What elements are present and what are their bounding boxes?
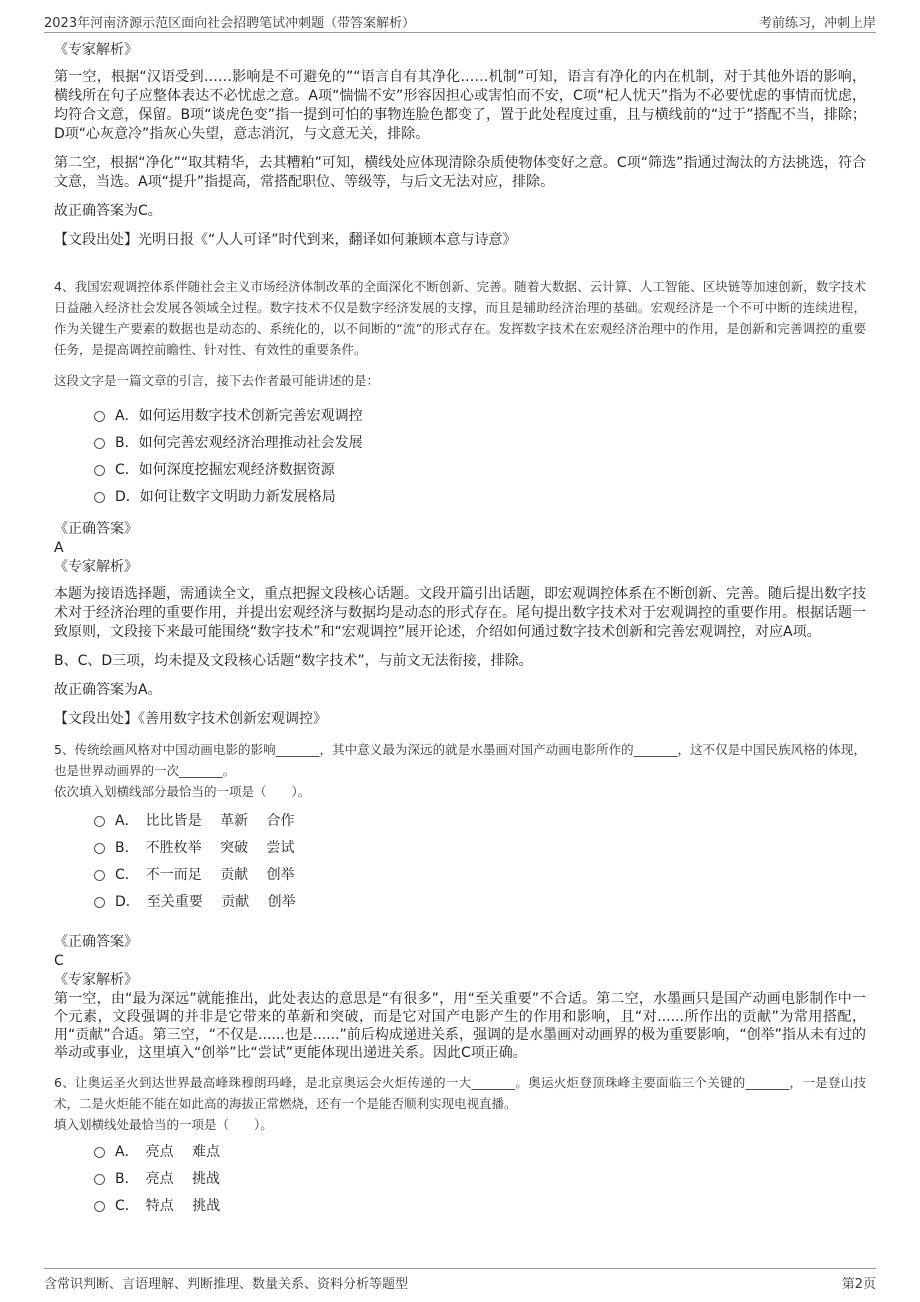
- radio-button-icon[interactable]: [94, 1174, 105, 1185]
- radio-button-icon[interactable]: [94, 438, 105, 449]
- expert-analysis-label: 《专家解析》: [54, 42, 138, 58]
- page-footer: [44, 1268, 876, 1293]
- option-a[interactable]: A． 比比皆是 革新 合作: [94, 806, 866, 833]
- radio-button-icon[interactable]: [94, 1201, 105, 1212]
- option-list: [94, 401, 866, 509]
- option-b[interactable]: B． 不胜枚举 突破 尝试: [94, 833, 866, 860]
- document-title: 2023年河南济源示范区面向社会招聘笔试冲刺题（带答案解析）: [44, 16, 416, 31]
- footer-topics: 含常识判断、言语理解、判断推理、数量关系、资料分析等题型: [44, 1277, 409, 1292]
- option-c[interactable]: C．如何深度挖掘宏观经济数据资源: [94, 455, 866, 482]
- radio-button-icon[interactable]: [94, 492, 105, 503]
- correct-answer: A: [54, 540, 64, 556]
- option-list: [94, 1137, 866, 1218]
- analysis-conclusion: 故正确答案为C。: [54, 203, 162, 219]
- radio-button-icon[interactable]: [94, 897, 105, 908]
- question-prompt: 依次填入划横线部分最恰当的一项是（ ）。: [54, 784, 311, 799]
- analysis-paragraph: 第一空，根据“汉语受到……影响是不可避免的”“语言自有其净化……机制”可知，语言有净化的内在机制，对于其他外语的影响，横线所在句子应整体表达不必忧虑之意。A项“惴惴不安”形容因担心或害怕而不安，C项“杞人忧天”指为不必要忧虑的事情而忧虑，均符合文意，保留。B项“谈虎色变”指一提到可怕的事物连脸色都变了，置于此处程度过重，且与横线前的“过于”搭配不当，排除；D项“心灰意冷”指灰心失望，意志消沉，与文意无关，排除。: [54, 69, 866, 142]
- analysis-paragraph: 第一空，由“最为深远”就能推出，此处表达的意思是“有很多”，用“至关重要”不合适。第二空，水墨画只是国产动画电影制作中一个元素，文段强调的并非是它带来的革新和突破，而是它对国产电影产生的作用和影响，且“对......所作出的贡献”为常用搭配，用“贡献”合适。第三空，“不仅是......也是......”前后构成递进关系，强调的是水墨画对动画界的极为重要影响，“创举”指从未有过的举动或事业，这里填入“创举”比“尝试”更能体现出递进关系。因此C项正确。: [54, 991, 866, 1061]
- question-stem: 6、让奥运圣火到达世界最高峰珠穆朗玛峰，是北京奥运会火炬传递的一大_______。奥运火炬登顶珠峰主要面临三个关键的_______，一是登山技术，二是火炬能不能在如此高的海拔正常燃烧，还有一个是能否顺利实现电视直播。: [54, 1075, 866, 1111]
- radio-button-icon[interactable]: [94, 411, 105, 422]
- option-a[interactable]: A． 亮点 难点: [94, 1137, 866, 1164]
- page-content: [54, 40, 866, 1228]
- analysis-conclusion: 故正确答案为A。: [54, 682, 162, 698]
- question-stem: 5、传统绘画风格对中国动画电影的影响_______，其中意义最为深远的就是水墨画对国产动画电影所作的_______，这不仅是中国民族风格的体现，也是世界动画界的一次_______。: [54, 742, 866, 778]
- question-6: [54, 1072, 866, 1218]
- radio-button-icon[interactable]: [94, 843, 105, 854]
- option-d[interactable]: D． 至关重要 贡献 创举: [94, 887, 866, 914]
- question-prompt: 填入划横线处最恰当的一项是（ ）。: [54, 1117, 273, 1132]
- question-5: [54, 739, 866, 1062]
- option-b[interactable]: B． 亮点 挑战: [94, 1164, 866, 1191]
- analysis-paragraph: 第二空，根据“净化”“取其精华，去其糟粕”可知，横线处应体现清除杂质使物体变好之意。C项“筛选”指通过淘汰的方法挑选，符合文意，当选。A项“提升”指提高，常搭配职位、等级等，与后文无法对应，排除。: [54, 155, 866, 190]
- option-a[interactable]: A．如何运用数字技术创新完善宏观调控: [94, 401, 866, 428]
- correct-answer: C: [54, 953, 64, 969]
- radio-button-icon[interactable]: [94, 816, 105, 827]
- radio-button-icon[interactable]: [94, 1147, 105, 1158]
- option-c[interactable]: C． 特点 挑战: [94, 1191, 866, 1218]
- header-slogan: 考前练习，冲刺上岸: [758, 16, 876, 31]
- radio-button-icon[interactable]: [94, 465, 105, 476]
- page-header: [44, 8, 876, 33]
- passage-source: 【文段出处】《善用数字技术创新宏观调控》: [54, 711, 327, 727]
- option-list: [94, 806, 866, 914]
- question-prompt: 这段文字是一篇文章的引言，接下去作者最可能讲述的是：: [54, 373, 380, 388]
- analysis-paragraph: B、C、D三项，均未提及文段核心话题“数字技术”，与前文无法衔接，排除。: [54, 653, 533, 669]
- expert-analysis-label: 《专家解析》: [54, 972, 138, 988]
- option-d[interactable]: D．如何让数字文明助力新发展格局: [94, 482, 866, 509]
- question-3-analysis: [54, 40, 866, 250]
- analysis-paragraph: 本题为接语选择题，需通读全文，重点把握文段核心话题。文段开篇引出话题，即宏观调控体系在不断创新、完善。随后提出数字技术对于经济治理的重要作用，并提出宏观经济与数据均是动态的形式存在。尾句提出数字技术对于宏观调控的重要作用。根据话题一致原则，文段接下来最可能围绕“数字技术”和“宏观调控”展开论述，介绍如何通过数字技术创新和完善宏观调控，对应A项。: [54, 586, 866, 640]
- question-4: [54, 276, 866, 729]
- page-number: 第2页: [841, 1277, 876, 1292]
- passage-source: 【文段出处】光明日报《“人人可译”时代到来，翻译如何兼顾本意与诗意》: [54, 232, 517, 248]
- expert-analysis-label: 《专家解析》: [54, 559, 138, 575]
- radio-button-icon[interactable]: [94, 870, 105, 881]
- option-b[interactable]: B．如何完善宏观经济治理推动社会发展: [94, 428, 866, 455]
- correct-answer-label: 《正确答案》: [54, 934, 138, 950]
- correct-answer-label: 《正确答案》: [54, 521, 138, 537]
- option-c[interactable]: C． 不一而足 贡献 创举: [94, 860, 866, 887]
- question-stem: 4、我国宏观调控体系伴随社会主义市场经济体制改革的全面深化不断创新、完善。随着大数据、云计算、人工智能、区块链等加速创新，数字技术日益融入经济社会发展各领域全过程。数字技术不仅是数字经济发展的支撑，而且是辅助经济治理的基础。宏观经济是一个不可中断的连续进程，作为关键生产要素的数据也是动态的、系统化的，以不间断的“流”的形式存在。发挥数字技术在宏观经济治理中的作用，是创新和完善调控的重要任务，是提高调控前瞻性、针对性、有效性的重要条件。: [54, 279, 866, 357]
